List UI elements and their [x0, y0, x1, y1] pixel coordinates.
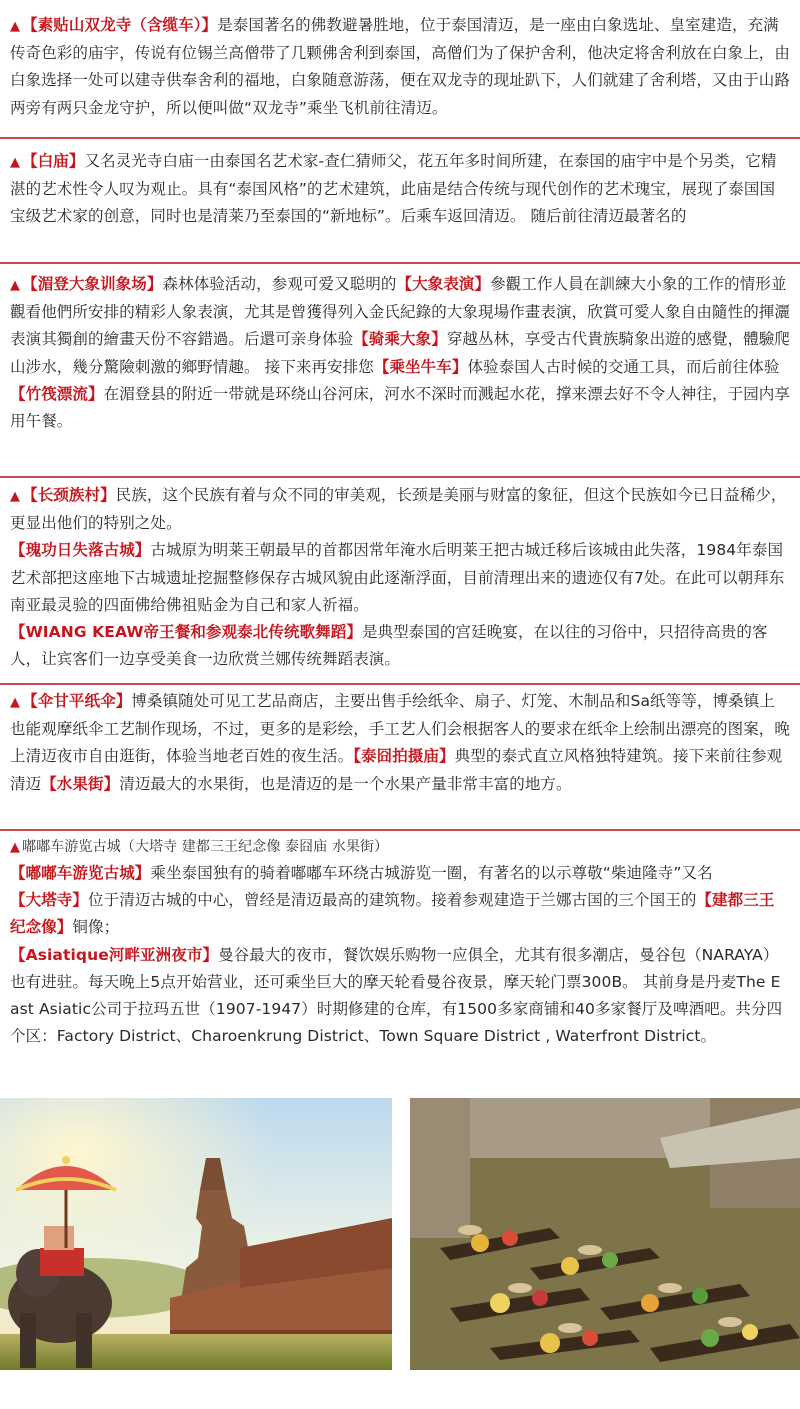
paragraph [10, 619, 790, 673]
highlight-tag: 【乘坐牛车】 [373, 357, 468, 376]
elephant-ruins-photo [0, 1098, 392, 1370]
section-elephant-camp [0, 271, 800, 435]
highlight-tag: 【Asiatique河畔亚洲夜市】 [10, 945, 219, 964]
highlight-tag: 【长颈族村】 [22, 486, 116, 504]
body-text: 民族，这个民族有着与众不同的审美观，长颈是美丽与财富的象征，但这个民族如今已日益稀少，更显出他们的特别之处。 [10, 486, 787, 533]
body-text: 又名灵光寺白庙一由泰国名艺术家-查仁猜师父，花五年多时间所建，在泰国的庙宇中是个另类，它精湛的艺术性令人叹为观止。具有“泰国风格”的艺术建筑，此庙是结合传统与现代创作的艺术瑰宝，展现了泰国国宝级艺术家的创意，同时也是清莱乃至泰国的“新地标”。后乘车返回清迈。 随后前往清迈最著名的 [10, 152, 777, 226]
body-text: 铜像； [72, 918, 120, 937]
highlight-tag: 【大塔寺】 [10, 891, 89, 910]
body-text: 參觀工作人員在訓練大小象的工作的情形並觀看他們所安排的精彩人象表演，尤其是曾獲得列入金氏紀錄的大象現場作畫表演，欣賞可愛人象自由隨性的揮灑表演其獨創的繪畫天份不容錯過。后還可亲身体验 [10, 275, 791, 349]
body-text: 是典型泰国的宫廷晚宴，在以往的习俗中，只招待高贵的客人，让宾客们一边享受美食一边欣赏兰娜传统舞蹈表演。 [10, 623, 768, 669]
body-text: 森林体验活动，参观可爱又聪明的 [162, 275, 397, 293]
divider [0, 476, 800, 478]
highlight-tag: 【素贴山双龙寺（含缆车）】 [22, 16, 218, 34]
section-long-neck-village [0, 482, 800, 673]
section-tuktuk-tour [0, 835, 800, 1050]
section-subtitle: ▲ 嘟嘟车游览古城（大塔寺 建都三王纪念像 泰囧庙 水果街） [10, 839, 389, 855]
paragraph [10, 271, 790, 435]
divider [0, 262, 800, 264]
body-text: 博桑镇随处可见工艺品商店，主要出售手绘纸伞、扇子、灯笼、木制品和Sa纸等等，博桑镇上也能观摩纸伞工艺制作现场，不过，更多的是彩绘，手工艺人们会根据客人的要求在纸伞上绘制出漂亮的图案，晚上清迈夜市自由逛街，体验当地老百姓的夜生活。 [10, 692, 791, 766]
triangle-icon: ▲ [10, 695, 21, 710]
highlight-tag: 【水果街】 [41, 774, 120, 793]
highlight-tag: 【WIANG KEAW帝王餐和参观泰北传统歌舞蹈】 [10, 623, 362, 642]
section-doi-suthep [0, 12, 800, 122]
divider [0, 829, 800, 831]
paragraph [10, 688, 790, 798]
body-text: 清迈最大的水果街，也是清迈的是一个水果产量非常丰富的地方。 [119, 774, 572, 793]
body-text: 乘坐泰国独有的骑着嘟嘟车环绕古城游览一圈，有著名的以示尊敬“柴迪隆寺”又名 [150, 864, 713, 882]
triangle-icon: ▲ [10, 278, 21, 293]
highlight-tag: 【伞甘平纸伞】 [22, 692, 132, 710]
divider [0, 683, 800, 685]
highlight-tag: 【骑乘大象】 [353, 330, 447, 349]
paragraph [10, 482, 790, 537]
paragraph [10, 860, 790, 942]
body-text: 是泰国著名的佛教避暑胜地，位于泰国清迈，是一座由白象选址、皇室建造，充满传奇色彩的庙宇，传说有位锡兰高僧带了几颗佛舍利到泰国，高僧们为了保护舍利，他决定将舍利放在白象上，由白象选择一处可以建寺供奉舍利的福地，白象随意游荡，便在双龙寺的现址趴下，人们就建了舍利塔，又由于山路两旁有两只金龙守护，所以便叫做“双龙寺”乘坐飞机前往清迈。 [10, 16, 791, 117]
body-text: 体验泰国人古时候的交通工具，而后前往体验 [467, 357, 780, 376]
paragraph [10, 148, 790, 231]
paragraph [10, 537, 790, 619]
section-white-temple [0, 148, 800, 231]
paragraph [10, 942, 790, 1051]
body-text: 典型的泰式直立风格独特建筑。接下来前往参观清迈 [10, 747, 783, 793]
triangle-icon: ▲ [10, 19, 21, 34]
body-text: 在湄登县的附近一带就是环绕山谷河床，河水不深时而溅起水花，撑来漂去好不令人神往，于园内享用午餐。 [10, 384, 791, 431]
triangle-icon: ▲ [10, 489, 21, 504]
section-umbrella-village [0, 688, 800, 798]
highlight-tag: 【白庙】 [22, 152, 85, 170]
highlight-tag: 【湄登大象训象场】 [22, 275, 163, 293]
triangle-icon: ▲ [10, 840, 21, 855]
paragraph [10, 12, 790, 122]
highlight-tag: 【嘟嘟车游览古城】 [10, 864, 151, 882]
body-text: 穿越丛林，享受古代貴族騎象出遊的感覺，體驗爬山涉水，幾分驚險刺激的鄉野情趣。 接下来再安排您 [10, 330, 791, 376]
floating-market-photo [410, 1098, 800, 1370]
body-text: 曼谷最大的夜市，餐饮娱乐购物一应俱全，尤其有很多潮店，曼谷包（NARAYA）也有进驻。每天晚上5点开始营业，还可乘坐巨大的摩天轮看曼谷夜景，摩天轮门票300B。 其前身是丹麦The East Asiatic公司于拉玛五世（1907-1947）时期修建的仓库，有1500多家商铺和40多家餐厅及啤酒吧。共分四个区：Factory District、Charoenkrung District、Town Square District , Waterfront District。 [10, 945, 783, 1046]
body-text: 位于清迈古城的中心，曾经是清迈最高的建筑物。接着参观建造于兰娜古国的三个国王的 [88, 891, 697, 910]
triangle-icon: ▲ [10, 155, 21, 170]
highlight-tag: 【泰囧拍摄庙】 [353, 747, 455, 766]
divider [0, 137, 800, 139]
body-text: 古城原为明莱王朝最早的首都因常年淹水后明莱王把古城迁移后该城由此失落，1984年泰国艺术部把这座地下古城遗址挖掘整修保存古城风貌由此逐渐浮面，目前清理出来的遗迹仅有7处。在此可以朝拜东南亚最灵验的四面佛给佛祖贴金为自己和家人祈福。 [10, 541, 785, 614]
highlight-tag: 【建都三王纪念像】 [10, 891, 775, 937]
highlight-tag: 【竹筏漂流】 [10, 384, 104, 403]
highlight-tag: 【瑰功日失落古城】 [10, 541, 151, 560]
highlight-tag: 【大象表演】 [396, 275, 491, 293]
